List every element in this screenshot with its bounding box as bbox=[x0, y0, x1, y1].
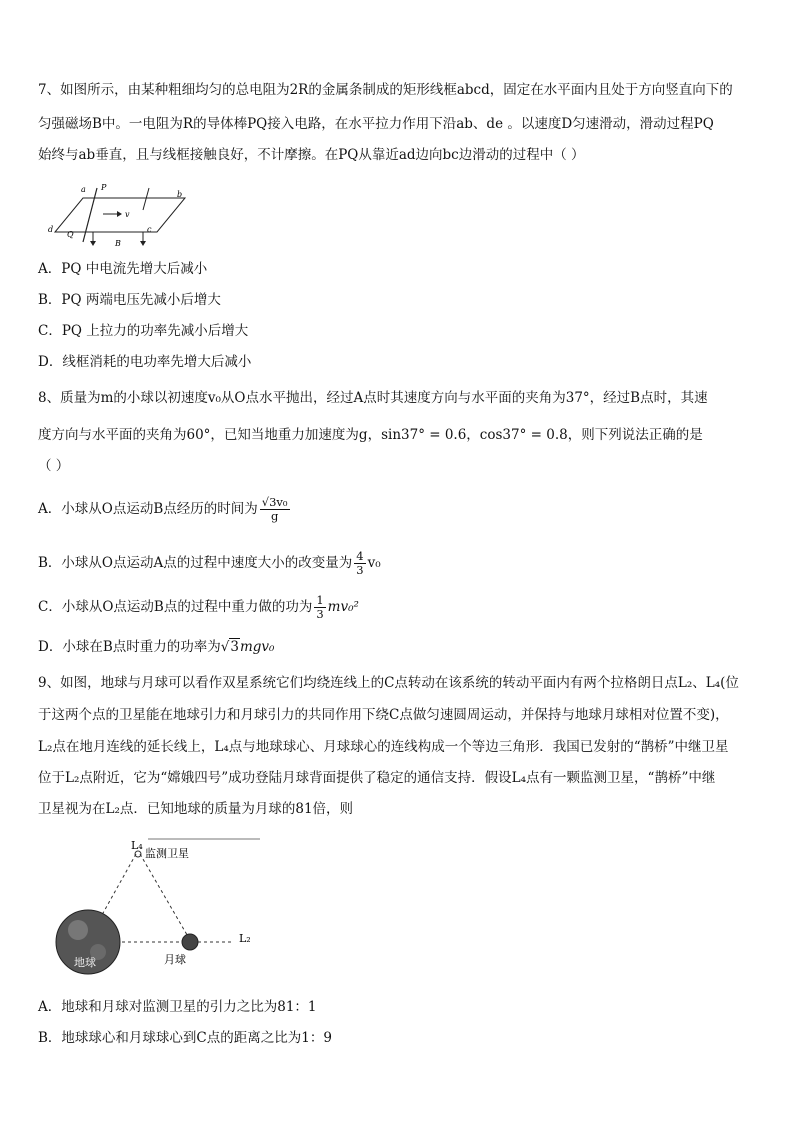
label-monitor-satellite: 监测卫星 bbox=[145, 847, 189, 860]
q8-option-b-text: B．小球从O点运动A点的过程中速度大小的改变量为 bbox=[38, 555, 353, 571]
label-q: Q bbox=[67, 230, 74, 239]
q8-option-a[interactable] bbox=[38, 496, 292, 523]
q8-option-d-text: D．小球在B点时重力的功率为 bbox=[38, 639, 221, 655]
q8-option-c[interactable] bbox=[38, 594, 359, 621]
sqrt-symbol: √3 bbox=[220, 639, 239, 655]
q8-option-a-fraction bbox=[260, 496, 290, 523]
q8-option-b[interactable] bbox=[38, 550, 381, 577]
q8-option-c-tail: mv₀² bbox=[327, 599, 359, 615]
q7-stem-line-3: 始终与ab垂直，且与线框接触良好，不计摩擦。在PQ从靠近ad边向bc边滑动的过程中（ ） bbox=[38, 147, 585, 163]
q9-option-a[interactable]: A．地球和月球对监测卫星的引力之比为81：1 bbox=[38, 999, 317, 1015]
q9-stem-line-4: 位于L₂点附近，它为“嫦娥四号”成功登陆月球背面提供了稳定的通信支持．假设L₄点有一颗监测卫星，“鹊桥”中继 bbox=[38, 770, 716, 786]
q8-option-b-fraction bbox=[354, 550, 365, 577]
q8-stem-line-3: （ ） bbox=[38, 458, 70, 474]
label-v: v bbox=[125, 210, 130, 219]
label-b: b bbox=[177, 190, 183, 199]
label-l2: L₂ bbox=[239, 932, 251, 945]
q9-stem-line-2: 于这两个点的卫星能在地球引力和月球引力的共同作用下绕C点做匀速圆周运动，并保持与地球月球相对位置不变)， bbox=[38, 707, 729, 723]
fraction-numerator: 1 bbox=[316, 593, 324, 607]
q8-option-d[interactable] bbox=[38, 636, 274, 658]
q8-stem-line-1: 8、质量为m的小球以初速度v₀从O点水平抛出，经过A点时其速度方向与水平面的夹角为37°，经过B点时，其速 bbox=[38, 390, 708, 406]
q8-option-b-tail: v₀ bbox=[367, 555, 381, 571]
fraction-numerator: √3v₀ bbox=[261, 495, 288, 509]
label-b-field: B bbox=[115, 239, 121, 248]
fraction-denominator: 3 bbox=[356, 563, 364, 577]
label-earth: 地球 bbox=[74, 956, 96, 969]
q8-option-a-text: A．小球从O点运动B点经历的时间为 bbox=[38, 501, 258, 517]
q9-stem-line-1: 9、如图，地球与月球可以看作双星系统它们均绕连线上的C点转动在该系统的转动平面内有两个拉格朗日点L₂、L₄(位 bbox=[38, 675, 739, 691]
q8-option-c-text: C．小球从O点运动B点的过程中重力做的功为 bbox=[38, 599, 313, 615]
q7-option-c[interactable]: C．PQ 上拉力的功率先减小后增大 bbox=[38, 323, 249, 339]
label-moon: 月球 bbox=[164, 953, 186, 966]
sqrt-radicand: 3 bbox=[230, 639, 239, 655]
q7-stem-line-2: 匀强磁场B中。一电阻为R的导体棒PQ接入电路，在水平拉力作用下沿ab、de 。以速度D匀速滑动，滑动过程PQ bbox=[38, 116, 714, 132]
fraction-denominator: 3 bbox=[316, 607, 324, 621]
fraction-denominator: g bbox=[270, 509, 279, 523]
q7-stem-line-1: 7、如图所示，由某种粗细均匀的总电阻为2R的金属条制成的矩形线框abcd，固定在水平面内且处于方向竖直向下的 bbox=[38, 82, 733, 98]
q8-option-c-fraction bbox=[314, 594, 325, 621]
q7-option-a[interactable]: A．PQ 中电流先增大后减小 bbox=[38, 261, 208, 277]
q9-option-b[interactable]: B．地球球心和月球球心到C点的距离之比为1：9 bbox=[38, 1030, 332, 1046]
q9-stem-line-3: L₂点在地月连线的延长线上，L₄点与地球球心、月球球心的连线构成一个等边三角形．我国已发射的“鹊桥”中继卫星 bbox=[38, 739, 729, 755]
label-l4: L₄ bbox=[131, 839, 143, 852]
q7-option-b[interactable]: B．PQ 两端电压先减小后增大 bbox=[38, 292, 221, 308]
conductor-rod-pq bbox=[83, 188, 97, 242]
moon-icon bbox=[182, 934, 198, 950]
label-a: a bbox=[81, 185, 86, 194]
label-c: c bbox=[147, 225, 152, 234]
q8-option-d-tail: mgv₀ bbox=[239, 639, 275, 655]
q7-option-d[interactable]: D．线框消耗的电功率先增大后减小 bbox=[38, 354, 252, 370]
label-d: d bbox=[48, 225, 54, 234]
q9-stem-line-5: 卫星视为在L₂点．已知地球的质量为月球的81倍，则 bbox=[38, 801, 354, 817]
label-p: P bbox=[101, 183, 107, 192]
q7-figure-wire-frame bbox=[45, 180, 195, 250]
q8-stem-line-2: 度方向与水平面的夹角为60°，已知当地重力加速度为g，sin37° = 0.6，cos37° = 0.8，则下列说法正确的是 bbox=[38, 427, 703, 443]
fraction-numerator: 4 bbox=[356, 549, 364, 563]
q9-figure-earth-moon-lagrange bbox=[48, 830, 278, 980]
